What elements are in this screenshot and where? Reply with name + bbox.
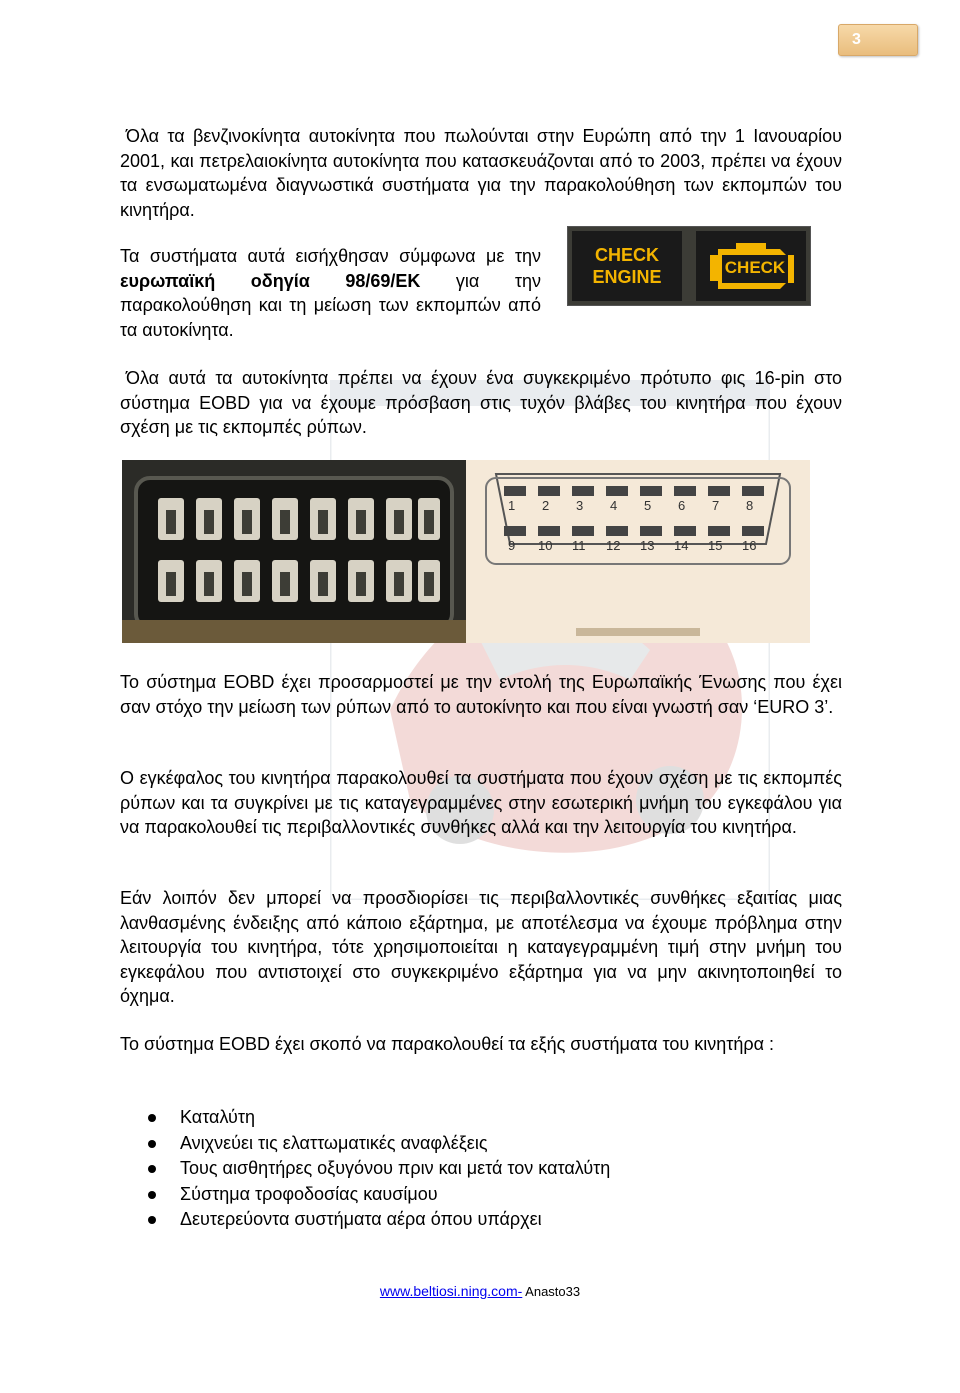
list-item: Καταλύτη [120, 1105, 610, 1131]
pin-label: 5 [644, 498, 652, 513]
pin-label: 16 [742, 538, 757, 553]
monitored-systems-list [120, 1105, 610, 1233]
check-engine-icon-light [696, 231, 806, 301]
pin-label: 2 [542, 498, 550, 513]
paragraph-monitored-systems: Το σύστημα EOBD έχει σκοπό να παρακολουθεί τα εξής συστήματα του κινητήρα : [120, 1034, 775, 1054]
obd-pin-diagram [466, 460, 810, 643]
pin-label: 8 [746, 498, 754, 513]
paragraph-directive [120, 244, 541, 342]
paragraph-euro3: Το σύστημα EOBD έχει προσαρμοστεί με την εντολή της Ευρωπαϊκής Ένωσης που έχει σαν στόχο την μείωση των ρύπων από το αυτοκίνητο και που είναι γνωστή σαν ‘EURO 3’. [120, 672, 842, 717]
footer-link[interactable]: www.beltiosi.ning.com- [379, 1283, 523, 1299]
footer-author: Anasto33 [522, 1284, 581, 1299]
list-item: Σύστημα τροφοδοσίας καυσίμου [120, 1182, 610, 1208]
page-number-badge [838, 24, 918, 56]
check-engine-image [567, 226, 811, 306]
check-engine-text-light [572, 231, 682, 301]
pin-label: 13 [640, 538, 655, 553]
list-item: Ανιχνεύει τις ελαττωματικές αναφλέξεις [120, 1131, 610, 1157]
obd-connector-photo [122, 460, 466, 643]
paragraph-directive-start: Τα συστήματα αυτά εισήχθησαν σύμφωνα με την [120, 246, 541, 266]
pin-label: 9 [508, 538, 516, 553]
pin-label: 1 [508, 498, 516, 513]
pin-label: 4 [610, 498, 618, 513]
pin-label: 10 [538, 538, 553, 553]
check-icon-label: CHECK [724, 258, 786, 277]
pin-label: 12 [606, 538, 621, 553]
page-number: 3 [852, 31, 861, 48]
paragraph-ecu-monitoring: Ο εγκέφαλος του κινητήρα παρακολουθεί τα συστήματα που έχουν σχέση με τις εκπομπές ρύπων και τα συγκρίνει με τις καταγεγραμμένες στην εσωτερική μνήμη του εγκεφάλου για να παρακολουθεί τις περιβαλλοντικές συνθήκες αλλά και την λειτουργία του κινητήρα. [120, 768, 842, 837]
list-item: Δευτερεύοντα συστήματα αέρα όπου υπάρχει [120, 1207, 610, 1233]
pin-label: 14 [674, 538, 689, 553]
pin-label: 15 [708, 538, 723, 553]
pin-label: 7 [712, 498, 720, 513]
paragraph-connector: Όλα αυτά τα αυτοκίνητα πρέπει να έχουν ένα συγκεκριμένο πρότυπο φις 16-pin στο σύστημα EOBD για να έχουμε πρόσβαση στις τυχόν βλάβες του κινητήρα που έχουν σχέση με τις εκπομπές ρύπων. [120, 368, 842, 437]
paragraph-directive-end: για την παρακολούθηση και τη μείωση των εκπομπών από τα αυτοκίνητα. [120, 270, 541, 340]
pin-label: 3 [576, 498, 584, 513]
pin-label: 11 [572, 538, 586, 553]
check-label: CHECK [594, 245, 659, 265]
pin-label: 6 [678, 498, 686, 513]
paragraph-fallback-value: Εάν λοιπόν δεν μπορεί να προσδιορίσει τις περιβαλλοντικές συνθήκες εξαιτίας μιας λανθασμένης ένδειξης από κάποιο εξάρτημα, με αποτέλεσμα να έχουμε πρόβλημα στην λειτουργία του κινητήρα, τότε χρησιμοποιείται η καταγεγραμμένη τιμή στην μνήμη του εγκεφάλου που αντιστοιχεί στο συγκεκριμένο εξάρτημα για να μην ακινητοποιηθεί το όχημα. [120, 888, 842, 1006]
footer [0, 1283, 960, 1299]
engine-label: ENGINE [592, 267, 662, 287]
directive-reference: ευρωπαϊκή οδηγία 98/69/ΕΚ [120, 270, 421, 291]
list-item: Τους αισθητήρες οξυγόνου πριν και μετά τον καταλύτη [120, 1156, 610, 1182]
pin-diagram-outline [466, 460, 810, 643]
paragraph-intro: Όλα τα βενζινοκίνητα αυτοκίνητα που πωλούνται στην Ευρώπη από την 1 Ιανουαρίου 2001, και πετρελαιοκίνητα αυτοκίνητα που κατασκευάζονται από το 2003, πρέπει να έχουν τα ενσωματωμένα διαγνωστικά συστήματα για την παρακολούθηση των εκπομπών του κινητήρα. [120, 126, 842, 220]
